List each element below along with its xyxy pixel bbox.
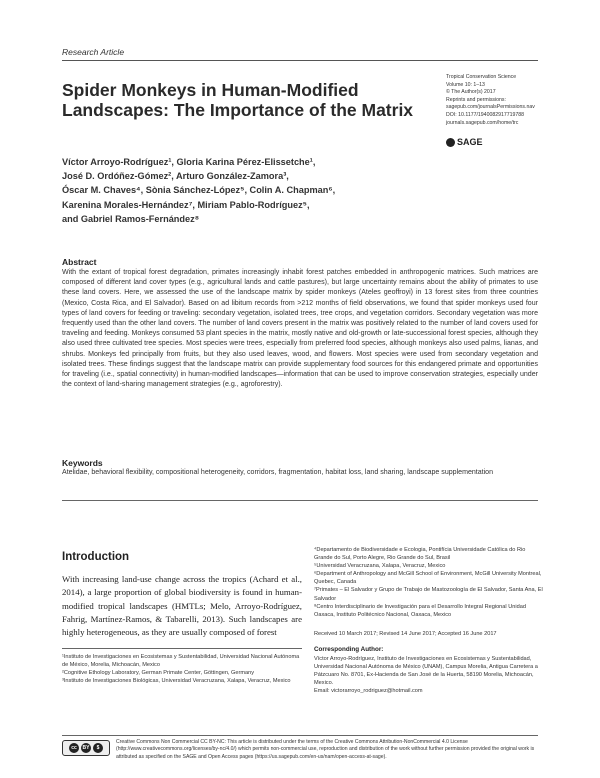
cc-license-badge[interactable] (62, 740, 110, 756)
affiliation: ¹Instituto de Investigaciones en Ecosistemas y Sustentabilidad, Universidad Nacional Autónoma de México, Morelia, Michoacán, Mexico (62, 654, 300, 669)
by-icon: BY (82, 745, 90, 751)
permissions-link[interactable]: sagepub.com/journalsPermissions.nav (446, 104, 535, 111)
introduction-text: With increasing land-use change across the tropics (Achard et al., 2014), a large proportion of global biodiversity is found in human-modified tropical landscapes (HMTLs; Melo, Arroyo-Rodríguez, Fahrig, Martínez-Ramos, & Tabarelli, 2013). Such landscapes are highly heterogeneous, as they are usually composed of forest (62, 574, 302, 638)
section-divider (62, 500, 538, 501)
affiliations-left (62, 653, 302, 685)
corresponding-email[interactable]: Email: victorarroyo_rodriguez@hotmail.com (314, 688, 423, 695)
section-label: Research Article (62, 47, 125, 57)
affiliation: ⁵Universidad Veracruzana, Xalapa, Veracruz, Mexico (314, 563, 446, 570)
affiliations-right (314, 546, 544, 619)
keywords-heading: Keywords (62, 458, 103, 468)
header-divider (62, 60, 538, 61)
received-dates: Received 10 March 2017; Revised 14 June 2017; Accepted 16 June 2017 (314, 631, 497, 637)
corresponding-author (314, 655, 544, 695)
author-line: and Gabriel Ramos-Fernández⁸ (62, 213, 200, 224)
doi[interactable]: DOI: 10.1177/1940082917719788 (446, 111, 525, 118)
author-line: Óscar M. Chaves⁴, Sònia Sánchez-López⁵, Colin A. Chapman⁶, (62, 185, 336, 196)
article-title: Spider Monkeys in Human-Modified Landscapes: The Importance of the Matrix (62, 80, 414, 120)
affiliation: ⁶Department of Anthropology and McGill School of Environment, McGill University Montreal, Quebec, Canada (314, 571, 542, 586)
corresponding-address: Víctor Arroyo-Rodríguez, Instituto de Investigaciones en Ecosistemas y Sustentabilidad, Universidad Nacional Autónoma de México (UNAM), Campus Morelia, Antigua Carretera a Pátzcuaro No. 8701, Ex-Hacienda de San José de la Huerta, 58190 Morelia, Michoacán, Mexico. (314, 656, 538, 687)
author-line: José D. Ordóñez-Gómez², Arturo González-Zamora³, (62, 171, 289, 182)
journal-meta (446, 74, 566, 127)
license-text: Creative Commons Non Commercial CC BY-NC: This article is distributed under the terms of the Creative Commons Attribution-NonCommercial 4.0 License (http://www.creativecommons.org/licenses/by-nc/4.0/) which permits non-commercial use, reproduction and distribution of the work without further permission provided the original work is attributed as specified on the SAGE and Open Access pages (https://us.sagepub.com/en-us/nam/open-access-at-sage). (116, 739, 535, 760)
abstract-heading: Abstract (62, 257, 97, 267)
sage-logo-icon (446, 138, 455, 147)
author-list (62, 155, 442, 226)
affiliation: ⁷Primates – El Salvador y Grupo de Trabajo de Mastozoología de El Salvador, Santa Ana, El Salvador (314, 587, 543, 602)
copyright: © The Author(s) 2017 (446, 89, 496, 96)
journal-name: Tropical Conservation Science (446, 74, 517, 80)
affiliation: ²Cognitive Ethology Laboratory, German Primate Center, Göttingen, Germany (62, 670, 255, 677)
journal-volume: Volume 10: 1–13 (446, 81, 485, 88)
affiliation: ⁴Departamento de Biodiversidade e Ecologia, Pontifícia Universidade Católica do Rio Grande do Sul, Porto Alegre, Rio Grande do Sul, Brasil (314, 547, 526, 562)
corresponding-heading: Corresponding Author: (314, 646, 384, 653)
abstract-text: With the extant of tropical forest degradation, primates increasingly inhabit forest patches embedded in anthropogenic matrices. Such matrices are composed of different land cover types (e.g., agricultural lands and cattle pastures), but large uncertainty remains about the ability of primates to use these land covers. Here, we assessed the use of the landscape matrix by spider monkeys (Ateles geoffroyi) in 13 forest sites from three countries (Mexico, Costa Rica, and El Salvador). Based on ad libitum records from >212 months of field observations, we found that spider monkeys used four types of land covers for feeding or traveling: secondary vegetation, isolated trees, tree crops, and vegetation corridors. Secondary vegetation was more frequently used than the other land covers. The number of land covers present in the matrix was positively related to the number of land covers used for traveling and feeding. Monkeys consumed 53 plant species in the matrix, mostly native and old-growth or late-successional forest species, although they also used three cultivated tree species. Most species were trees, especially from preferred food species, although monkeys also used palms, lianas, and shrubs. Monkeys fed principally from fruits, but they also used leaves, wood, and flowers. Most species were used from secondary vegetation and isolated trees. These findings suggest that the landscape matrix can provide supplementary food sources for this endangered primate and opportunities for traveling (i.e., spatial connectivity) in human-modified landscapes—information that can be used to improve conservation strategies, especially under the context of land-sharing management strategies (e.g., agroforestry). (62, 269, 538, 389)
cc-icon: cc (69, 743, 79, 753)
journal-home-link[interactable]: journals.sagepub.com/home/trc (446, 119, 519, 126)
sage-logo-text: SAGE (457, 137, 483, 147)
introduction-heading: Introduction (62, 551, 130, 563)
affiliation: ⁸Centro Interdisciplinario de Investigación para el Desarrollo Integral Regional Unidad Oaxaca, Instituto Politécnico Nacional, Oaxaca, Mexico (314, 603, 526, 618)
author-line: Karenina Morales-Hernández⁷, Miriam Pablo-Rodríguez⁵, (62, 199, 310, 210)
license-divider (62, 735, 538, 736)
footnote-divider (62, 648, 302, 649)
affiliation: ³Instituto de Investigaciones Biológicas, Universidad Veracruzana, Xalapa, Veracruz, Mexico (62, 678, 291, 685)
reprints-label: Reprints and permissions: (446, 96, 506, 103)
author-line: Víctor Arroyo-Rodríguez¹, Gloria Karina Pérez-Elissetche¹, (62, 157, 316, 167)
keywords-text: Atelidae, behavioral flexibility, compositional heterogeneity, corridors, fragmentation, habitat loss, land sharing, landscape supplementation (62, 469, 494, 476)
nc-icon: $ (93, 743, 103, 753)
sage-logo (446, 137, 483, 147)
